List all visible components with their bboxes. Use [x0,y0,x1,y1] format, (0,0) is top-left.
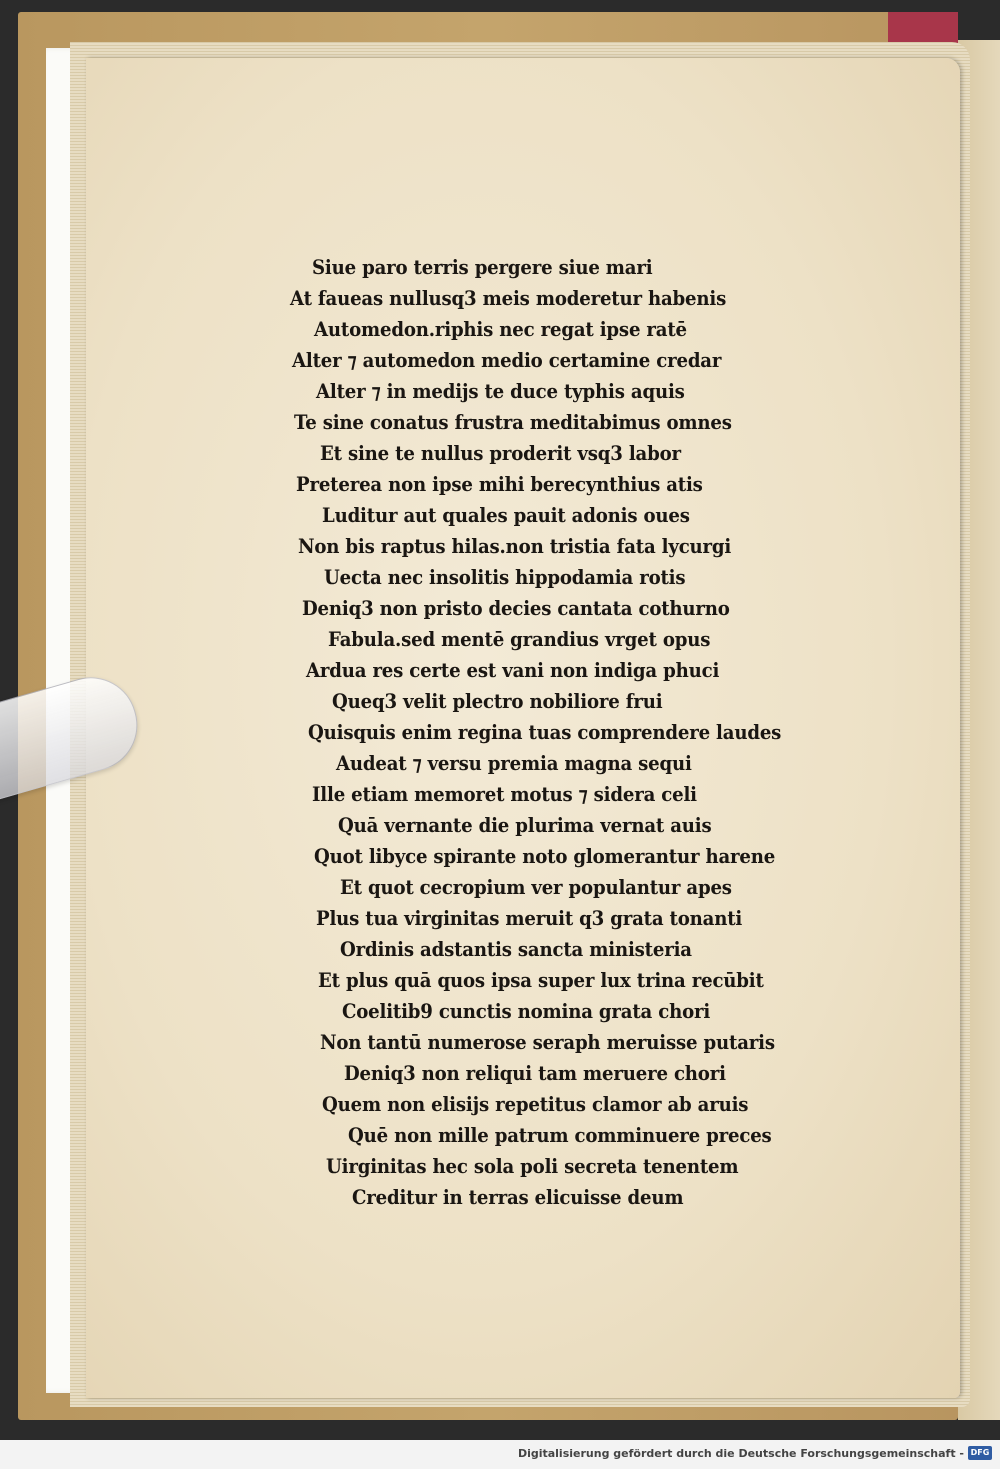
verse-line: Plus tua virginitas meruit q3 grata tonanti [316,907,743,930]
verse-line: Quē non mille patrum comminuere preces [348,1124,772,1147]
verse-line: Deniq3 non reliqui tam meruere chori [344,1062,726,1085]
verse-line: Quot libyce spirante noto glomerantur harene [314,845,776,868]
verse-line: Uecta nec insolitis hippodamia rotis [324,566,686,589]
verse-line: Preterea non ipse mihi berecynthius atis [296,473,703,496]
verse-line: Fabula.sed mentē grandius vrget opus [328,628,711,651]
verse-line: At faueas nullusq3 meis moderetur habenis [290,287,727,310]
verse-line: Uirginitas hec sola poli secreta tenentem [326,1155,739,1178]
verse-line: Quem non elisijs repetitus clamor ab aruis [322,1093,749,1116]
verse-line: Coelitib9 cunctis nomina grata chori [342,1000,711,1023]
verse-line: Et quot cecropium ver populantur apes [340,876,732,899]
show-through-text [876,253,1000,274]
footer-bar [0,1440,1000,1469]
verse-line: Te sine conatus frustra meditabimus omnes [294,411,732,434]
verse-line: Alter ⁊ automedon medio certamine credar [292,349,722,372]
printed-page [86,58,960,1398]
verse-line: Siue paro terris pergere siue mari [312,256,653,279]
verse-line: Ardua res certe est vani non indiga phuci [306,659,720,682]
verse-line: Audeat ⁊ versu premia magna sequi [336,752,692,775]
verse-line: Automedon.riphis nec regat ipse ratē [314,318,687,341]
verse-line: Et plus quā quos ipsa super lux trina recūbit [318,969,764,992]
verse-line: Non bis raptus hilas.non tristia fata lycurgi [298,535,732,558]
verse-line: Quisquis enim regina tuas comprendere laudes [308,721,782,744]
verse-line: Deniq3 non pristo decies cantata cothurno [302,597,730,620]
verse-line: Ordinis adstantis sancta ministeria [340,938,692,961]
verse-line: Queq3 velit plectro nobiliore frui [332,690,663,713]
verse-line: Ille etiam memoret motus ⁊ sidera celi [312,783,697,806]
dfg-logo: DFG [968,1446,992,1460]
verse-line: Luditur aut quales pauit adonis oues [322,504,690,527]
verse-line: Creditur in terras elicuisse deum [352,1186,684,1209]
verse-line: Alter ⁊ in medijs te duce typhis aquis [316,380,685,403]
verse-line: Non tantū numerose seraph meruisse putaris [320,1031,775,1054]
verse-line: Et sine te nullus proderit vsq3 labor [320,442,681,465]
funding-credit: Digitalisierung gefördert durch die Deutsche Forschungsgemeinschaft - [517,1447,964,1460]
verse-line: Quā vernante die plurima vernat auis [338,814,712,837]
